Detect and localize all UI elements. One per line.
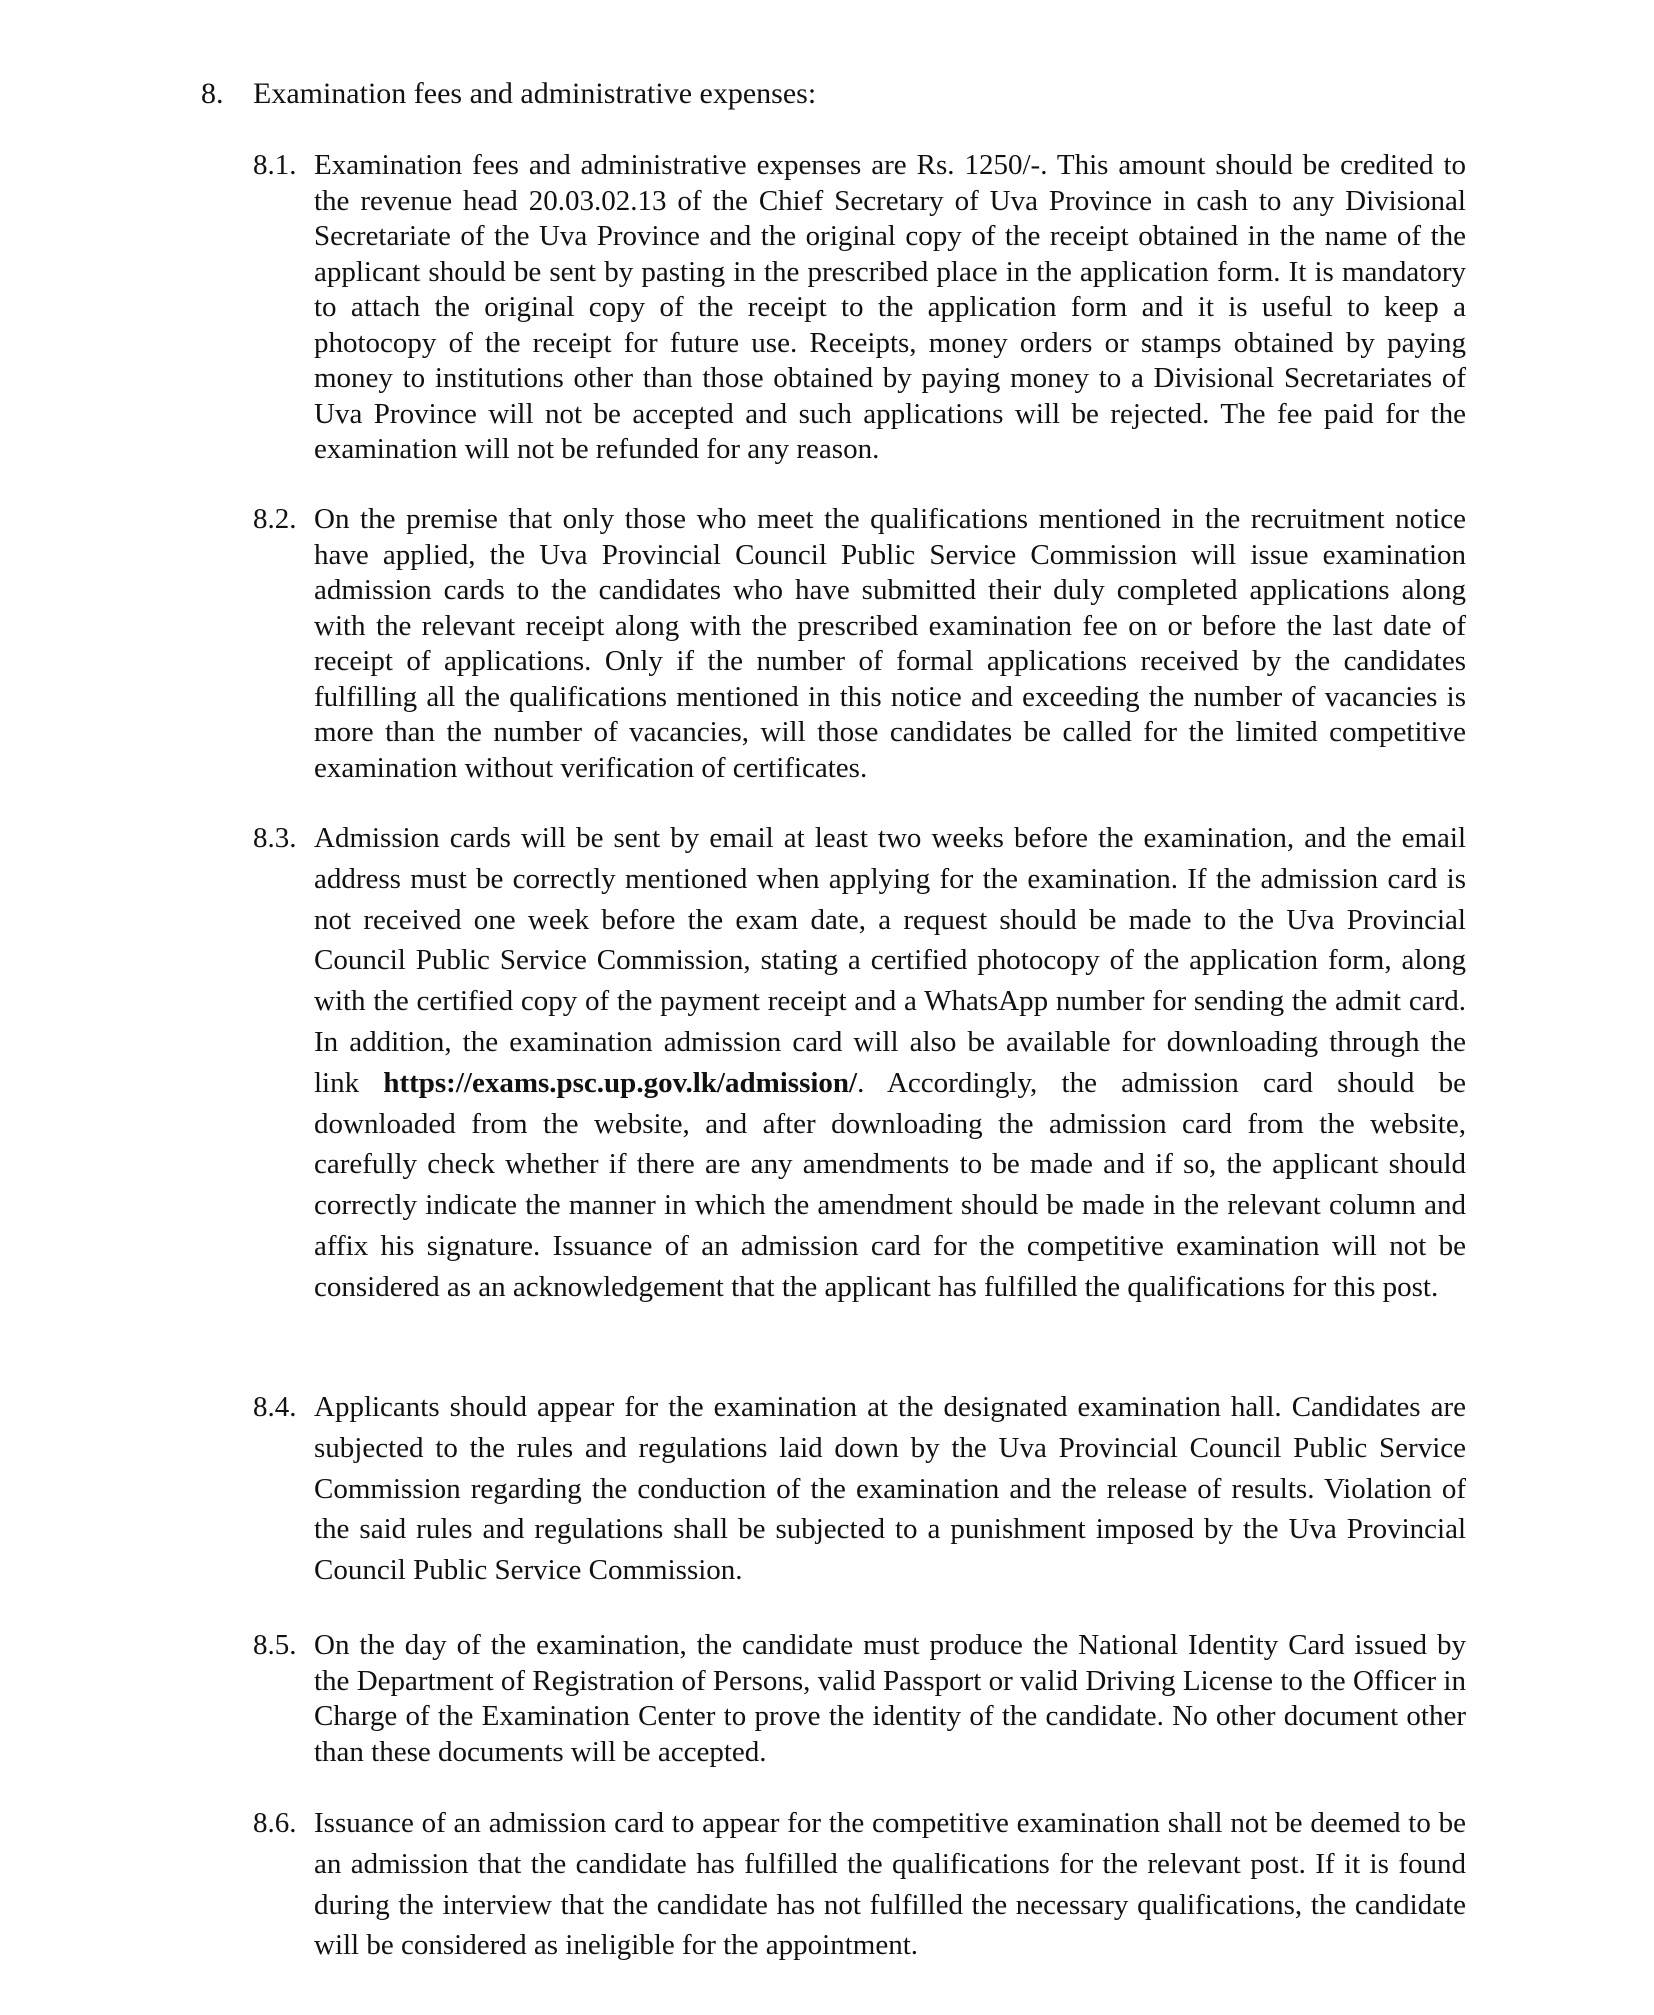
clause-number: 8.2. [253,503,297,535]
clause-text: On the premise that only those who meet the qualifications mentioned in the recruitment notice have applied, the Uva Provincial Council Public Service Commission will issue examination admission cards to the candidates who have submitted their duly completed applications along with the relevant receipt along with the prescribed examination fee on or before the last date of receipt of applications. Only if the number of formal applications received by the candidates fulfilling all the qualifications mentioned in this notice and exceeding the number of vacancies is more than the number of vacancies, will those candidates be called for the limited competitive examination without verification of certificates. [314,503,1466,784]
clause-number: 8.6. [253,1807,297,1839]
section-number: 8. [201,77,224,110]
clause-8-2 [253,502,1466,786]
clause-text: Applicants should appear for the examination at the designated examination hall. Candidates are subjected to the rules and regulations laid down by the Uva Provincial Council Public Service Commission regarding the conduction of the examination and the release of results. Violation of the said rules and regulations shall be subjected to a punishment imposed by the Uva Provincial Council Public Service Commission. [314,1391,1466,1587]
clause-text: On the day of the examination, the candidate must produce the National Identity Card issued by the Department of Registration of Persons, valid Passport or valid Driving License to the Officer in Charge of the Examination Center to prove the identity of the candidate. No other document other than these documents will be accepted. [314,1629,1466,1768]
admission-link[interactable]: https://exams.psc.up.gov.lk/admission/ [383,1066,858,1099]
clause-number: 8.3. [253,822,297,854]
clause-number: 8.1. [253,149,297,181]
clause-8-4 [253,1387,1466,1591]
clause-text: Issuance of an admission card to appear for the competitive examination shall not be deemed to be an admission that the candidate has fulfilled the qualifications for the relevant post. If it is found during the interview that the candidate has not fulfilled the necessary qualifications, the candidate will be considered as ineligible for the appointment. [314,1807,1466,1962]
clause-text: Examination fees and administrative expenses are Rs. 1250/-. This amount should be credited to the revenue head 20.03.02.13 of the Chief Secretary of Uva Province in cash to any Divisional Secretariate of the Uva Province and the original copy of the receipt obtained in the name of the applicant should be sent by pasting in the prescribed place in the application form. It is mandatory to attach the original copy of the receipt to the application form and it is useful to keep a photocopy of the receipt for future use. Receipts, money orders or stamps obtained by paying money to institutions other than those obtained by paying money to a Divisional Secretariates of Uva Province will not be accepted and such applications will be rejected. The fee paid for the examination will not be refunded for any reason. [314,149,1466,465]
clause-8-1 [253,148,1466,468]
clause-8-6 [253,1803,1466,1966]
clause-8-5 [253,1628,1466,1770]
section-title: Examination fees and administrative expenses: [253,77,817,110]
clause-number: 8.5. [253,1629,297,1661]
clause-text-part: Admission cards will be sent by email at least two weeks before the examination, and the email address must be correctly mentioned when applying for the examination. If the admission card is not received one week before the exam date, a request should be made to the Uva Provincial Council Public Service Commission, stating a certified photocopy of the application form, along with the certified copy of the payment receipt and a WhatsApp number for sending the admit card. In addition, the examination admission card will also be available for downloading through the link [314,822,1466,1099]
section-heading [201,76,816,112]
clause-8-3 [253,818,1466,1308]
clause-text-part: . Accordingly, the admission card should be downloaded from the website, and after downloading the admission card from the website, carefully check whether if there are any amendments to be made and if so, the applicant should correctly indicate the manner in which the amendment should be made in the relevant column and affix his signature. Issuance of an admission card for the competitive examination will not be considered as an acknowledgement that the applicant has fulfilled the qualifications for this post. [314,1066,1466,1303]
clause-text [314,818,1466,1308]
clause-number: 8.4. [253,1391,297,1423]
